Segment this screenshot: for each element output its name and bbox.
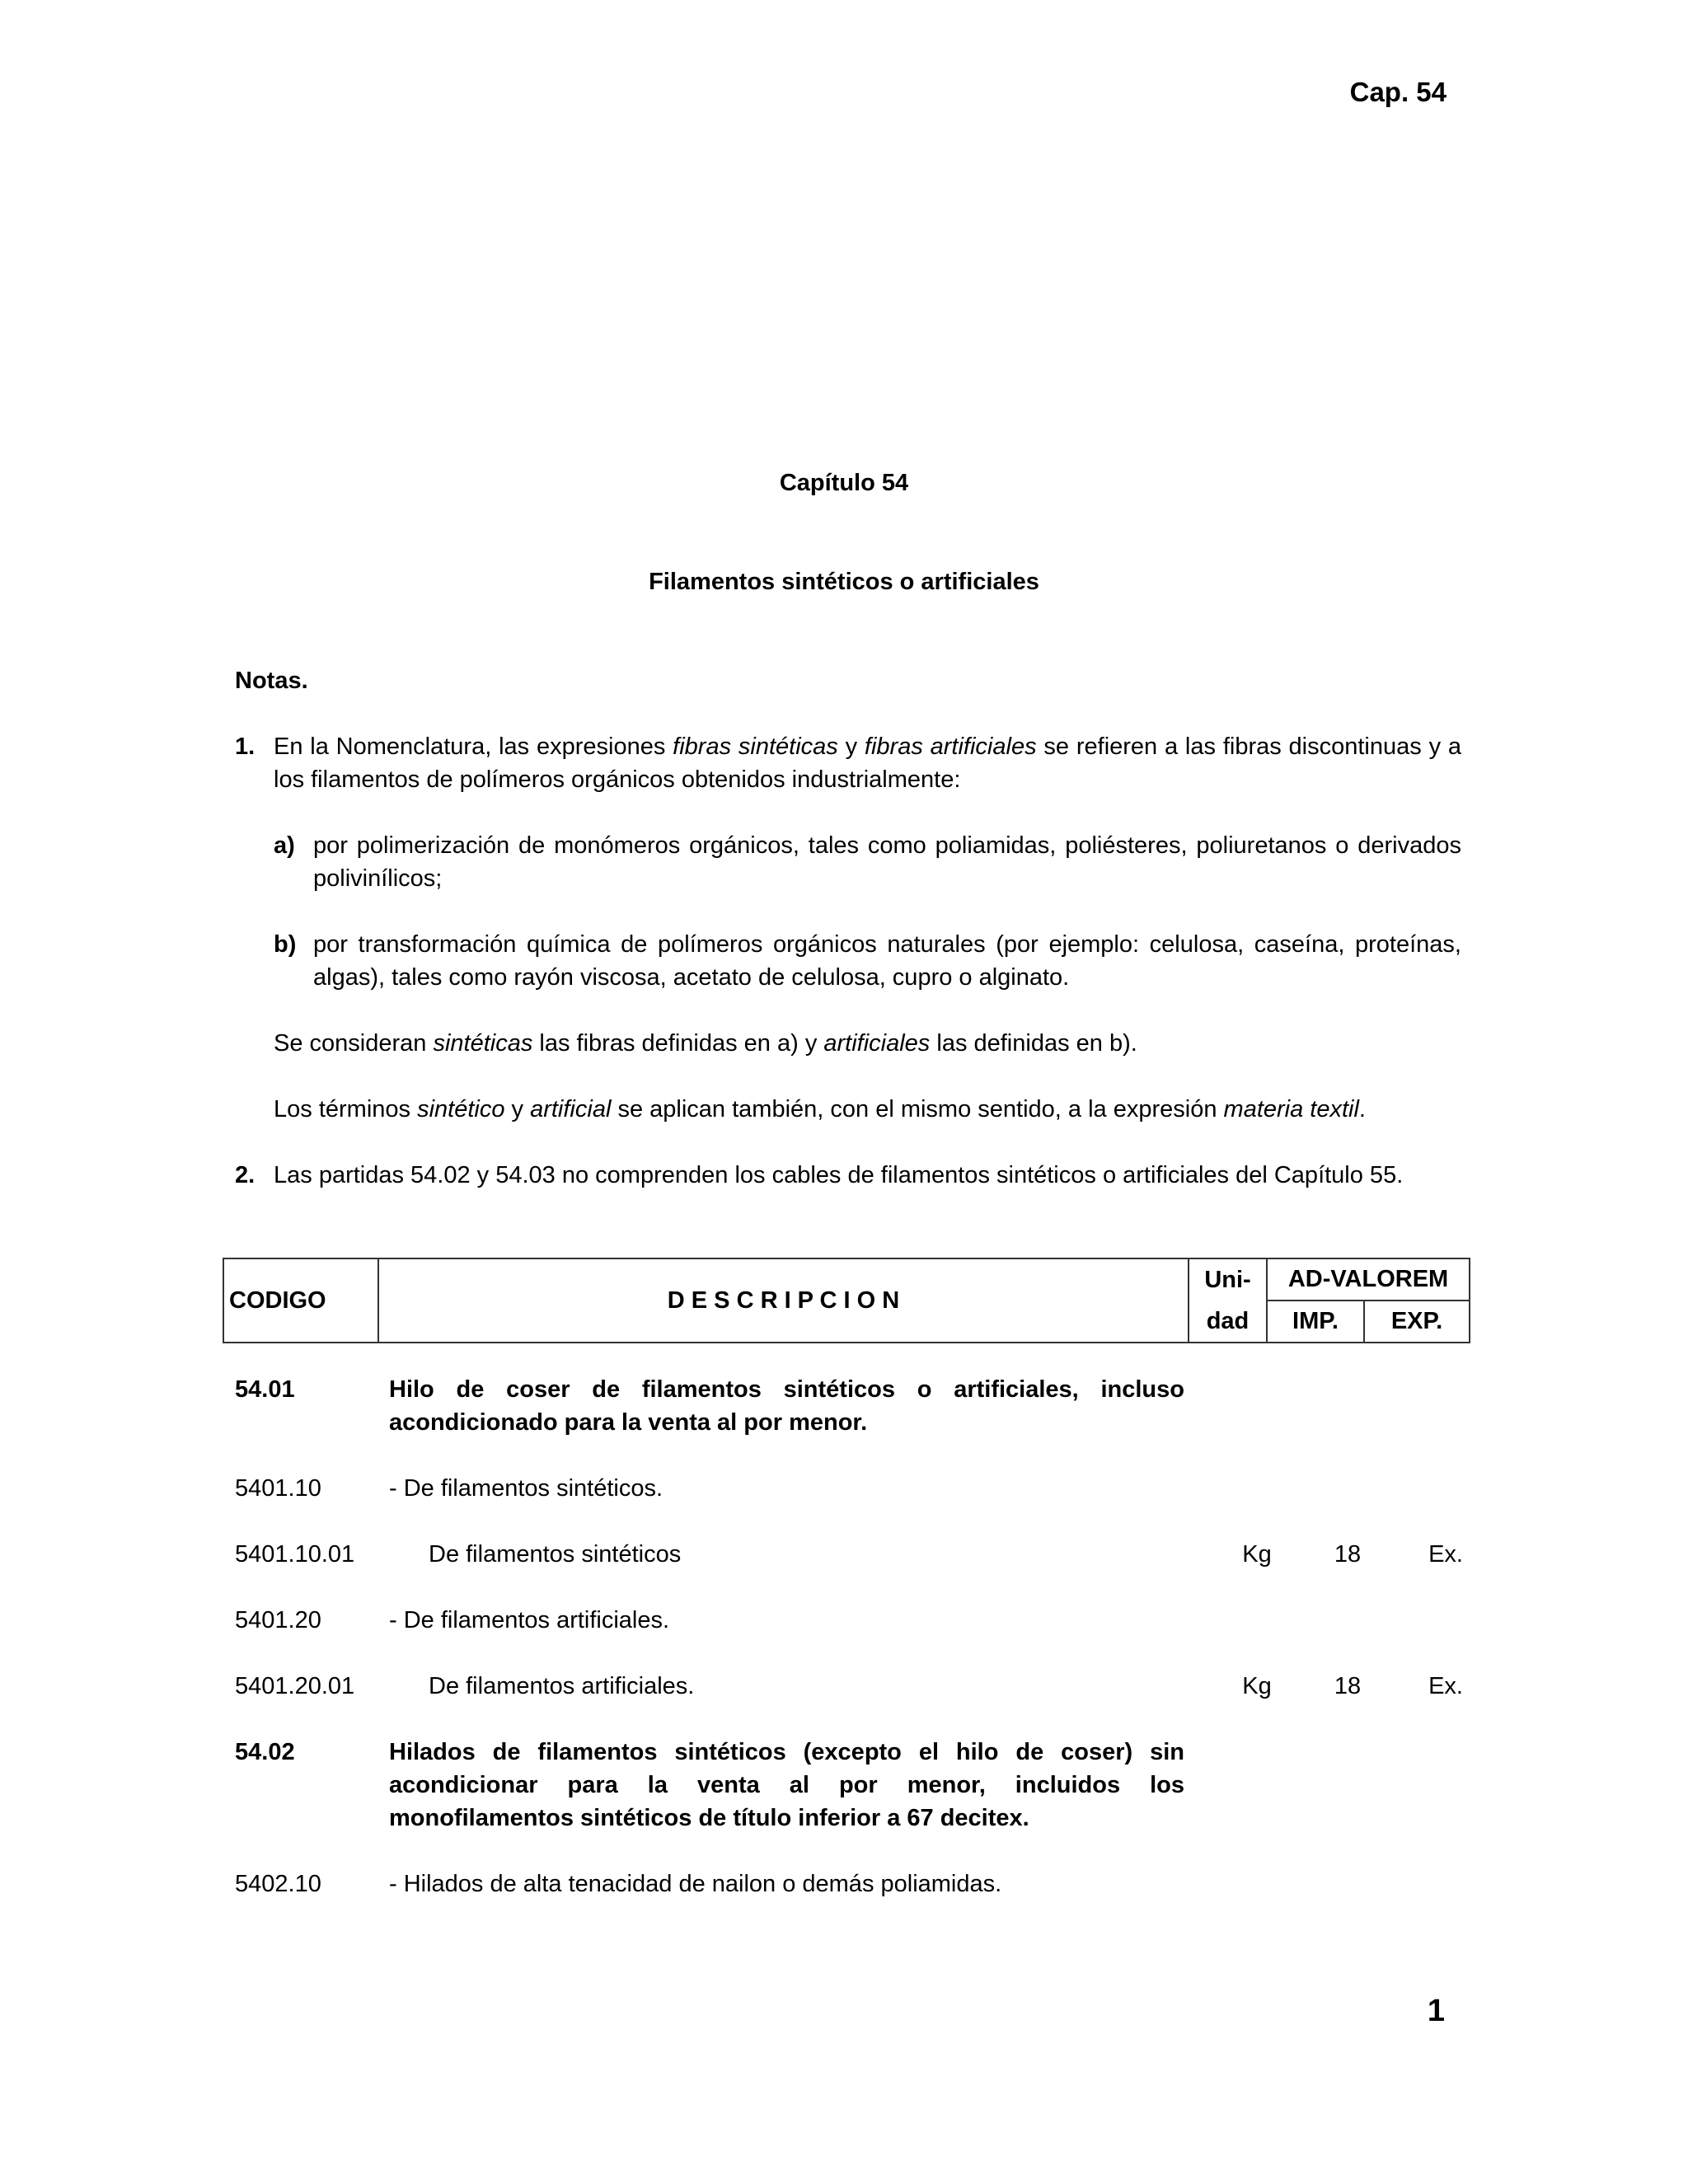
note-1a-label: a) bbox=[274, 832, 295, 859]
header-imp: IMP. bbox=[1267, 1301, 1364, 1343]
header-unidad-top: Uni- bbox=[1189, 1258, 1267, 1301]
chapter-title: Capítulo 54 bbox=[779, 470, 909, 496]
chapter-subtitle: Filamentos sintéticos o artificiales bbox=[649, 569, 1039, 595]
header-codigo: CODIGO bbox=[223, 1258, 378, 1343]
note-1-synthetic-sentence: Se consideran sintéticas las fibras definidas en a) y artificiales las definidas en b). bbox=[274, 1030, 1137, 1057]
header-exp: EXP. bbox=[1364, 1301, 1470, 1343]
row-description: - De filamentos sintéticos. bbox=[389, 1475, 663, 1502]
row-description: Hilo de coser de filamentos sintéticos o artificiales, incluso acondicionado para la venta al por menor. bbox=[389, 1376, 1184, 1436]
header-descripcion: D E S C R I P C I O N bbox=[378, 1258, 1189, 1343]
row-unit: Kg bbox=[1242, 1673, 1272, 1699]
note-1b-label: b) bbox=[274, 931, 297, 958]
row-description: Hilados de filamentos sintéticos (excepto el hilo de coser) sin acondicionar para la venta al por menor, incluidos los monofilamentos sintéticos de título inferior a 67 decitex. bbox=[389, 1739, 1184, 1831]
row-code: 5402.10 bbox=[235, 1871, 321, 1897]
note-1-text: En la Nomenclatura, las expresiones fibras sintéticas y fibras artificiales se refieren a las fibras discontinuas y a los filamentos de polímeros orgánicos obtenidos industrialmente: bbox=[274, 733, 1462, 793]
row-description: - Hilados de alta tenacidad de nailon o demás poliamidas. bbox=[389, 1871, 1002, 1897]
row-code: 5401.10.01 bbox=[235, 1541, 355, 1568]
row-code: 54.01 bbox=[235, 1376, 295, 1403]
row-description: De filamentos artificiales. bbox=[429, 1673, 695, 1699]
row-code: 5401.20.01 bbox=[235, 1673, 355, 1699]
row-code: 54.02 bbox=[235, 1739, 295, 1765]
row-code: 5401.10 bbox=[235, 1475, 321, 1502]
note-1-terms-sentence: Los términos sintético y artificial se aplican también, con el mismo sentido, a la expresión materia textil. bbox=[274, 1096, 1366, 1122]
note-1-number: 1. bbox=[235, 733, 256, 760]
note-1b-text: por transformación química de polímeros orgánicos naturales (por ejemplo: celulosa, caseína, proteínas, algas), tales como rayón viscosa, acetato de celulosa, cupro o alginato. bbox=[313, 931, 1461, 991]
row-imp: 18 bbox=[1334, 1541, 1362, 1568]
header-advalorem: AD-VALOREM bbox=[1267, 1258, 1470, 1301]
note-1a-text: por polimerización de monómeros orgánicos, tales como poliamidas, poliésteres, poliuretanos o derivados polivinílicos; bbox=[313, 832, 1461, 892]
row-exp: Ex. bbox=[1428, 1673, 1463, 1699]
page-number: 1 bbox=[1427, 1994, 1445, 2028]
row-exp: Ex. bbox=[1428, 1541, 1463, 1568]
row-code: 5401.20 bbox=[235, 1607, 321, 1633]
note-2-text: Las partidas 54.02 y 54.03 no comprenden los cables de filamentos sintéticos o artificiales del Capítulo 55. bbox=[274, 1162, 1404, 1188]
row-description: - De filamentos artificiales. bbox=[389, 1607, 670, 1633]
row-imp: 18 bbox=[1334, 1673, 1362, 1699]
row-unit: Kg bbox=[1242, 1541, 1272, 1568]
row-description: De filamentos sintéticos bbox=[429, 1541, 682, 1568]
page-reference: Cap. 54 bbox=[1349, 77, 1447, 107]
tariff-table-header bbox=[223, 1258, 1470, 1343]
note-2-number: 2. bbox=[235, 1162, 256, 1188]
header-unidad-bottom: dad bbox=[1189, 1301, 1267, 1343]
notes-heading: Notas. bbox=[235, 668, 308, 694]
